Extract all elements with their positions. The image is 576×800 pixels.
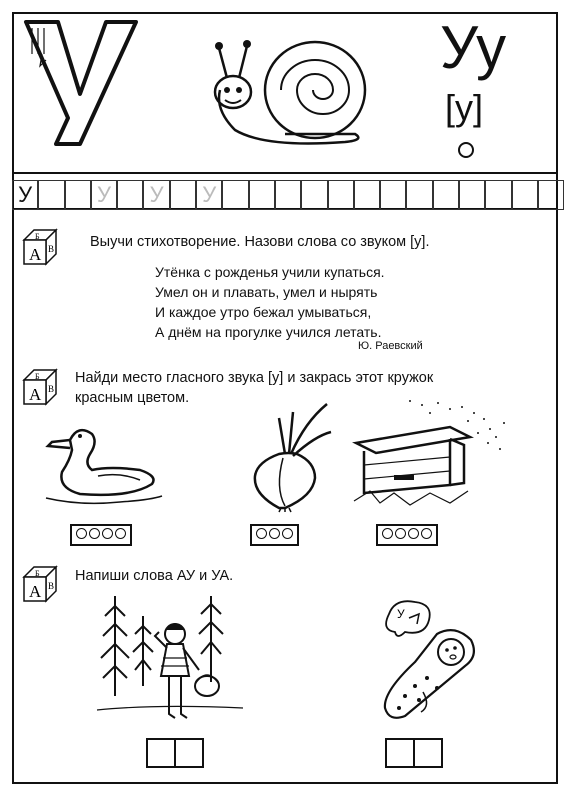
transcription: [у] xyxy=(445,87,484,128)
copy-cell[interactable] xyxy=(433,180,459,210)
snail-icon xyxy=(205,30,375,160)
cube-letter-v: В xyxy=(48,384,55,394)
cube-letter-b: Б xyxy=(35,569,40,578)
answer-box[interactable] xyxy=(385,738,415,768)
copy-cell[interactable] xyxy=(38,180,64,210)
sound-scheme xyxy=(376,524,438,546)
girl-in-forest-icon xyxy=(95,586,245,726)
big-letter-outline-icon xyxy=(18,14,138,154)
cube-letter-v: В xyxy=(48,244,55,254)
copy-cell[interactable]: У xyxy=(196,180,222,210)
copy-cell[interactable] xyxy=(512,180,538,210)
answer-boxes xyxy=(385,738,441,768)
sound-circle[interactable] xyxy=(115,528,126,539)
sound-scheme xyxy=(70,524,132,546)
cube-letter-b: Б xyxy=(35,232,40,241)
cube-letter-a: А xyxy=(29,582,42,601)
answer-box[interactable] xyxy=(174,738,204,768)
cube-letter-b: Б xyxy=(35,372,40,381)
poem-line: Умел он и плавать, умел и нырять xyxy=(155,284,378,300)
answer-boxes xyxy=(146,738,202,768)
copy-cell[interactable] xyxy=(328,180,354,210)
sound-circle[interactable] xyxy=(282,528,293,539)
copy-cell[interactable] xyxy=(301,180,327,210)
sound-circle[interactable] xyxy=(76,528,87,539)
divider-header xyxy=(12,172,558,174)
copy-cell[interactable] xyxy=(380,180,406,210)
copy-cell[interactable] xyxy=(249,180,275,210)
copy-cell[interactable] xyxy=(459,180,485,210)
task1-instruction: Выучи стихотворение. Назови слова со звуком [у]. xyxy=(90,234,430,250)
onion-icon xyxy=(245,398,335,513)
copy-cell[interactable] xyxy=(65,180,91,210)
answer-box[interactable] xyxy=(146,738,176,768)
copy-cell[interactable]: У xyxy=(12,180,38,210)
vowel-circle-icon xyxy=(458,142,474,158)
copy-cell[interactable]: У xyxy=(91,180,117,210)
poem-line: А днём на прогулке учился летать. xyxy=(155,324,382,340)
beehive-icon xyxy=(350,393,520,508)
poem-line: Утёнка с рожденья учили купаться. xyxy=(155,264,385,280)
copy-cell[interactable] xyxy=(170,180,196,210)
cube-letter-a: А xyxy=(29,245,42,264)
cube-letter-v: В xyxy=(48,581,55,591)
copy-cell[interactable] xyxy=(117,180,143,210)
copy-cell[interactable] xyxy=(354,180,380,210)
task3-instruction: Напиши слова АУ и УА. xyxy=(75,568,234,584)
baby-icon xyxy=(375,596,485,726)
sound-circle[interactable] xyxy=(89,528,100,539)
abc-cube-icon xyxy=(20,563,60,607)
sound-circle[interactable] xyxy=(256,528,267,539)
cube-letter-a: А xyxy=(29,385,42,404)
bubble-text: У xyxy=(397,607,405,621)
answer-box[interactable] xyxy=(413,738,443,768)
copy-cell[interactable] xyxy=(275,180,301,210)
copy-cell[interactable]: У xyxy=(143,180,169,210)
duck-icon xyxy=(40,420,165,510)
copy-cell[interactable] xyxy=(406,180,432,210)
sound-circle[interactable] xyxy=(408,528,419,539)
copy-cell[interactable] xyxy=(538,180,564,210)
sound-circle[interactable] xyxy=(395,528,406,539)
copy-cell[interactable] xyxy=(485,180,511,210)
poem-line: И каждое утро бежал умываться, xyxy=(155,304,372,320)
poem xyxy=(155,262,385,342)
copy-row xyxy=(12,180,564,210)
abc-cube-icon xyxy=(20,366,60,410)
letter-pair: Уу xyxy=(440,14,505,81)
sound-scheme xyxy=(250,524,299,546)
task2-instruction-line: красным цветом. xyxy=(75,390,190,406)
sound-circle[interactable] xyxy=(421,528,432,539)
copy-cell[interactable] xyxy=(222,180,248,210)
task2-instruction-line: Найди место гласного звука [у] и закрась этот кружок xyxy=(75,370,434,386)
poem-author: Ю. Раевский xyxy=(358,340,423,352)
sound-circle[interactable] xyxy=(269,528,280,539)
abc-cube-icon xyxy=(20,226,60,270)
sound-circle[interactable] xyxy=(102,528,113,539)
sound-circle[interactable] xyxy=(382,528,393,539)
